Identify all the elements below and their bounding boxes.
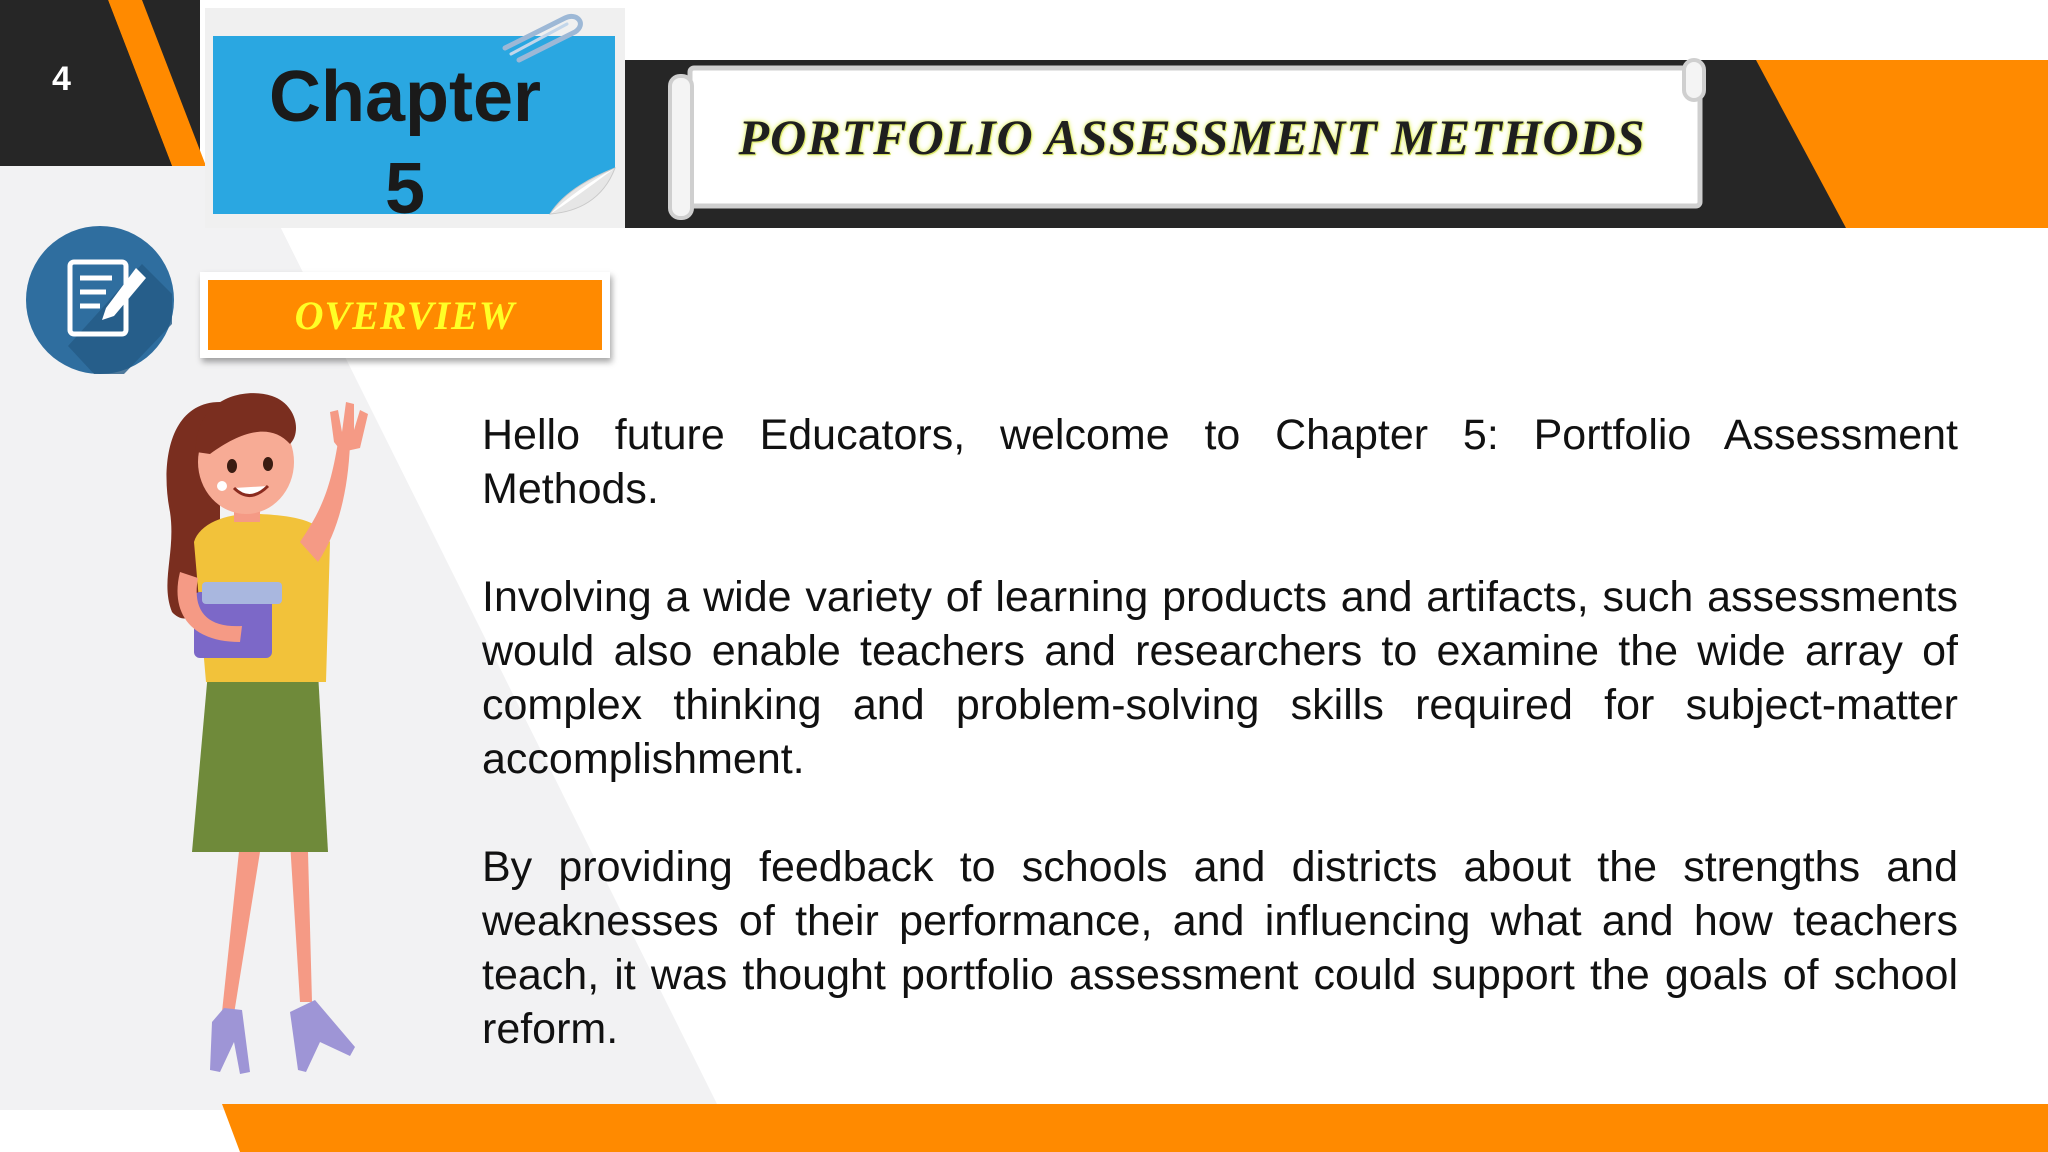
overview-label-fill bbox=[208, 280, 602, 350]
overview-label: OVERVIEW bbox=[294, 292, 516, 338]
overview-label-box bbox=[200, 272, 610, 358]
paragraph-2: Involving a wide variety of learning products and artifacts, such assessments would also enable teachers and researchers to examine the wide array of complex thinking and problem-solving skills required for subject-matter accomplishment. bbox=[482, 573, 1958, 783]
paragraph-1: Hello future Educators, welcome to Chapter 5: Portfolio Assessment Methods. bbox=[482, 411, 1958, 513]
note-edit-icon bbox=[24, 224, 176, 376]
slide-number: 4 bbox=[52, 60, 71, 98]
slide-title: PORTFOLIO ASSESSMENT METHODS bbox=[738, 109, 1646, 165]
chapter-number: 5 bbox=[384, 149, 426, 229]
paragraph-3: By providing feedback to schools and districts about the strengths and weaknesses of their performance, and influencing what and how teachers teach, it was thought portfolio assessment could support the goals of school reform. bbox=[482, 843, 1958, 1053]
overview-body bbox=[482, 408, 1958, 1110]
bottom-orange-band bbox=[222, 1104, 2048, 1152]
teacher-illustration bbox=[150, 382, 380, 1082]
chapter-word: Chapter bbox=[268, 57, 542, 137]
chapter-tile bbox=[205, 0, 625, 228]
